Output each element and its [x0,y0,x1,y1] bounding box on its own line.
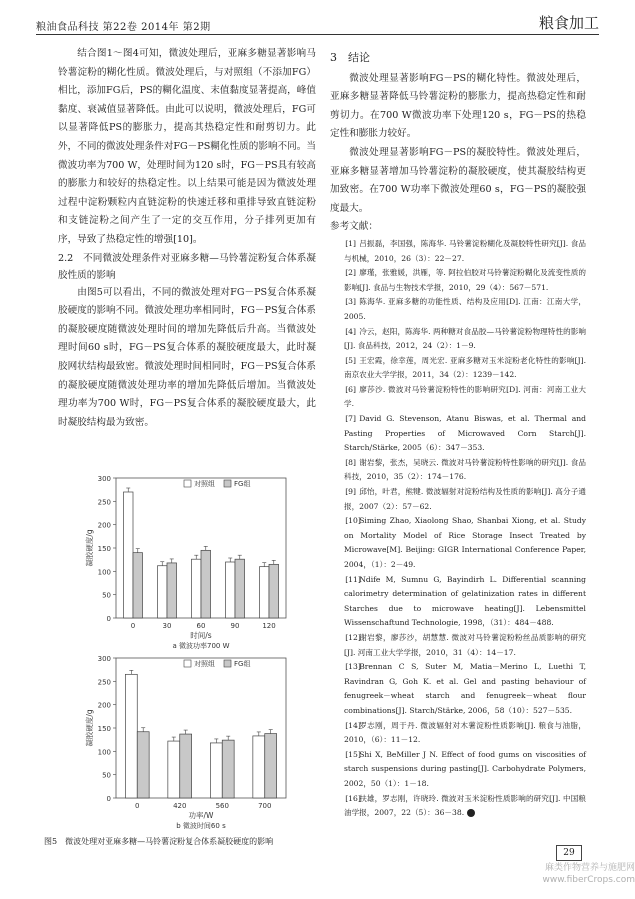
reference-number: [9] [345,487,356,497]
reference-number: [12] [345,632,361,642]
reference-number: [3] [345,297,356,307]
bar-fg [137,732,149,798]
panel-subtitle: a 微波功率700 W [172,642,230,650]
reference-item [330,354,586,383]
references-heading: 参考文献： [330,221,378,233]
bar-control [168,741,180,798]
bar-control [210,743,222,798]
right-column [330,45,586,821]
legend-label: 对照组 [194,480,215,488]
x-tick-label: 0 [135,802,140,810]
reference-number: [10] [345,516,361,526]
figure-image [78,468,288,828]
y-tick-label: 50 [102,771,111,780]
reference-number: [14] [345,720,361,730]
y-tick-label: 100 [97,568,111,577]
reference-text: David G. Stevenson, Atanu Biswas, et al. Thermal and Pasting Properties of Microwaved Corn Starch[J]. Starch/Stärke, 2005（6）：347－353. [344,414,586,453]
bar-control [157,566,167,618]
bar-fg [133,553,143,618]
y-tick-label: 200 [97,521,111,530]
reference-text: 扶雄，罗志刚，许晓玲. 微波对玉米淀粉性质影响的研究[J]. 中国粮油学报，2007，22（5）：36－38. [344,793,586,818]
y-tick-label: 50 [102,591,111,600]
reference-number: [4] [345,326,356,336]
reference-number: [15] [345,749,361,759]
x-tick-label: 120 [262,622,276,630]
x-tick-label: 700 [258,802,272,810]
reference-text: Brennan C S, Suter M, Matia－Merino L, Luethi T, Ravindran G, Goh K. et al. Gel and pasting behaviour of fenugreek－wheat starch and fenugreek－wheat flour combinations[J]. Starch/Stärke, 2006，58（10）：527－535. [344,662,586,715]
legend-label: 对照组 [194,660,215,668]
journal-info: 粮油食品科技 第22卷 2014年 第2期 [36,22,211,33]
reference-number: [6] [345,384,356,394]
y-tick-label: 150 [97,545,111,553]
gel-hardness-charts [78,468,308,833]
reference-number: [1] [345,238,356,248]
reference-text: 冷云，赵阳，陈海华. 两种糖对食品胶—马铃薯淀粉物理特性的影响[J]. 食品科技，2012，24（2）：1－9. [344,326,586,351]
reference-item [330,383,586,412]
reference-item [330,295,586,324]
x-tick-label: 0 [130,622,136,630]
reference-item [330,660,586,718]
y-tick-label: 250 [97,498,111,507]
x-tick-label: 560 [215,802,229,810]
reference-item [330,325,586,354]
reference-text: Shi X, BeMiller J N. Effect of food gums on viscosities of starch suspensions during pasting[J]. Carbohydrate Polymers, 2002，50（1）：1－18. [344,749,586,788]
reference-number: [16] [345,793,361,803]
reference-text: Ndife M, Sumnu G, Bayindirh L. Differential scanning calorimetry determination of gelatinization rates in different Starches due to microwave heating[J]. Lebensmittel Wissenschaftund Technologie, 1998，（31）：484－488. [344,574,586,628]
y-tick-label: 0 [106,795,111,803]
bar-control [259,567,269,618]
y-axis-label: 凝胶硬度/g [85,529,94,567]
bar-control [191,559,201,618]
reference-number: [5] [345,355,356,365]
section-title: 粮食加工 [538,14,599,32]
bar-control [225,562,235,618]
reference-list [330,237,586,821]
legend-label: FG组 [234,660,251,668]
reference-number: [7] [345,414,356,424]
reference-number: [11] [345,574,361,584]
legend-label: FG组 [234,480,251,488]
x-tick-label: 30 [162,622,172,630]
reference-text: 廖瑾，张雅媛，洪雁，等. 阿拉伯胶对马铃薯淀粉糊化及流变性质的影响[J]. 食品与生物技术学报，2010，29（4）：567－571. [344,268,586,292]
y-tick-label: 100 [97,748,111,757]
y-tick-label: 300 [97,475,111,483]
reference-item [330,485,586,514]
reference-item [330,792,586,821]
bar-fg [180,734,192,798]
reference-number: [2] [345,268,356,278]
legend-swatch [224,480,231,487]
bar-fg [167,563,177,618]
bar-control [253,736,265,798]
y-tick-label: 300 [97,655,111,663]
bar-control [125,674,137,798]
reference-text: 谢岩黎，廖莎沙，胡慧慧. 微波对马铃薯淀粉粉丝品质影响的研究[J]. 河南工业大学学报，2010，31（4）：14－17. [344,632,586,657]
reference-item [330,266,586,295]
watermark: 麻类作物营养与施肥网 www.fiberCrops.com [542,863,635,885]
bar-fg [269,564,279,618]
reference-item [330,514,586,572]
reference-text: 陈海华. 亚麻多糖的功能性质、结构及应用[D]. 江南：江南大学，2005. [344,297,586,321]
paragraph: 由图5可以看出，不同的微波处理对FG－PS复合体系凝胶硬度的影响不同。微波处理功率相同时，FG－PS复合体系的凝胶硬度随微波处理时间的增加先降低后升高。当微波处理时间60 s时，FG－PS复合体系的凝胶硬度最大，此时凝胶网状结构最致密。微波处理时间相同时，FG－PS复合体系的凝胶硬度随微波处理功率的增加先降低后增加。当微波处理功率为700 W时，FG－PS复合体系的凝胶硬度最大，此时凝胶结构最为致密。 [58,286,316,428]
reference-item [330,573,586,631]
x-axis-label: 时间/s [190,631,212,640]
paragraph-text: 微波处理显著影响FG－PS的凝胶特性。微波处理后，亚麻多糖显著增加马铃薯淀粉的凝胶硬度，使其凝胶结构更加致密。在700 W功率下微波处理60 s，FG－PS的凝胶强度最大。 [330,146,586,214]
x-tick-label: 420 [173,802,187,810]
reference-text: 谢岩黎，张杰，吴晓云. 微波对马铃薯淀粉特性影响的研究[J]. 食品科技，2010，35（2）：174－176. [344,457,586,482]
reference-item [330,456,586,485]
end-mark-icon [467,809,475,817]
reference-number: [8] [345,457,356,467]
reference-item [330,631,586,660]
bar-control [123,492,133,618]
bar-fg [265,734,277,798]
legend-swatch [184,660,191,667]
y-tick-label: 0 [106,615,111,623]
paragraph: 结合图1～图4可知，微波处理后，亚麻多糖显著影响马铃薯淀粉的糊化性质。微波处理后，与对照组（不添加FG）相比，添加FG后，PS的糊化温度、末值黏度显著提高，峰值黏度、衰减值显著降低。由此可以说明，微波处理后，FG可以显著降低PS的膨胀力，提高其热稳定性和耐剪切力。此外，不同的微波处理条件对FG－PS糊化性质的影响不同。当微波功率为700 W，处理时间为120 s时，FG－PS具有较高的膨胀力和较好的热稳定性。以上结果可能是因为微波处理过程中淀粉颗粒内直链淀粉的快速迁移和重排导致直链淀粉和支链淀粉之间产生了一定的交互作用，分子排列更加有序，导致了热稳定性的增强[10]。 [58,48,316,245]
panel-subtitle: b 微波时间60 s [176,822,226,830]
reference-item [330,719,586,748]
y-axis-label: 凝胶硬度/g [85,709,94,747]
y-tick-label: 200 [97,701,111,710]
reference-number: [13] [345,662,361,672]
x-tick-label: 60 [196,622,206,630]
figure-caption: 图5 微波处理对亚麻多糖—马铃薯淀粉复合体系凝胶硬度的影响 [44,837,274,846]
left-column [58,45,316,432]
section-heading: 3 结论 [330,51,370,64]
figure [58,468,318,828]
reference-text: 邱怡，叶君，熊犍. 微波辐射对淀粉结构及性质的影响[J]. 高分子通报，2007（2）：57－62. [344,487,586,511]
paragraph [330,144,586,218]
x-tick-label: 90 [230,622,240,630]
page-number: 29 [556,845,582,861]
y-tick-label: 250 [97,678,111,687]
x-axis-label: 功率/W [188,811,214,820]
reference-item [330,237,586,266]
legend-swatch [184,480,191,487]
paragraph: 微波处理显著影响FG－PS的糊化特性。微波处理后，亚麻多糖显著降低马铃薯淀粉的膨胀力，提高热稳定性和耐剪切力。在700 W微波功率下处理120 s，FG－PS的热稳定性和膨胀力较好。 [330,72,586,140]
bar-fg [201,550,211,618]
reference-text: 罗志刚，周于丹. 微波辐射对木薯淀粉性质影响[J]. 粮食与油脂，2010，（6）：11－12. [344,720,586,745]
reference-text: 吕振磊，李国强，陈海华. 马铃薯淀粉糊化及凝胶特性研究[J]. 食品与机械，2010，26（3）：22－27. [344,238,586,263]
reference-text: 廖莎沙. 微波对马铃薯淀粉特性的影响研究[D]. 河南：河南工业大学. [344,384,586,409]
bar-fg [222,740,234,798]
legend-swatch [224,660,231,667]
reference-text: Siming Zhao, Xiaolong Shao, Shanbai Xiong, et al. Study on Mortality Model of Rice Storage Insect Treated by Microwave[M]. Beijing: GIGR International Conference Paper, 2004，（1）：2－49. [344,516,586,569]
reference-item [330,748,586,792]
page-header [36,8,599,35]
y-tick-label: 150 [97,725,111,733]
reference-text: 王宏霞，徐幸莲，周光宏. 亚麻多糖对玉米淀粉老化特性的影响[J]. 南京农业大学学报，2011，34（2）：1239－142. [344,355,586,380]
bar-fg [235,559,245,618]
subsection-heading: 2.2 不同微波处理条件对亚麻多糖—马铃薯淀粉复合体系凝胶性质的影响 [58,252,316,281]
reference-item [330,412,586,456]
